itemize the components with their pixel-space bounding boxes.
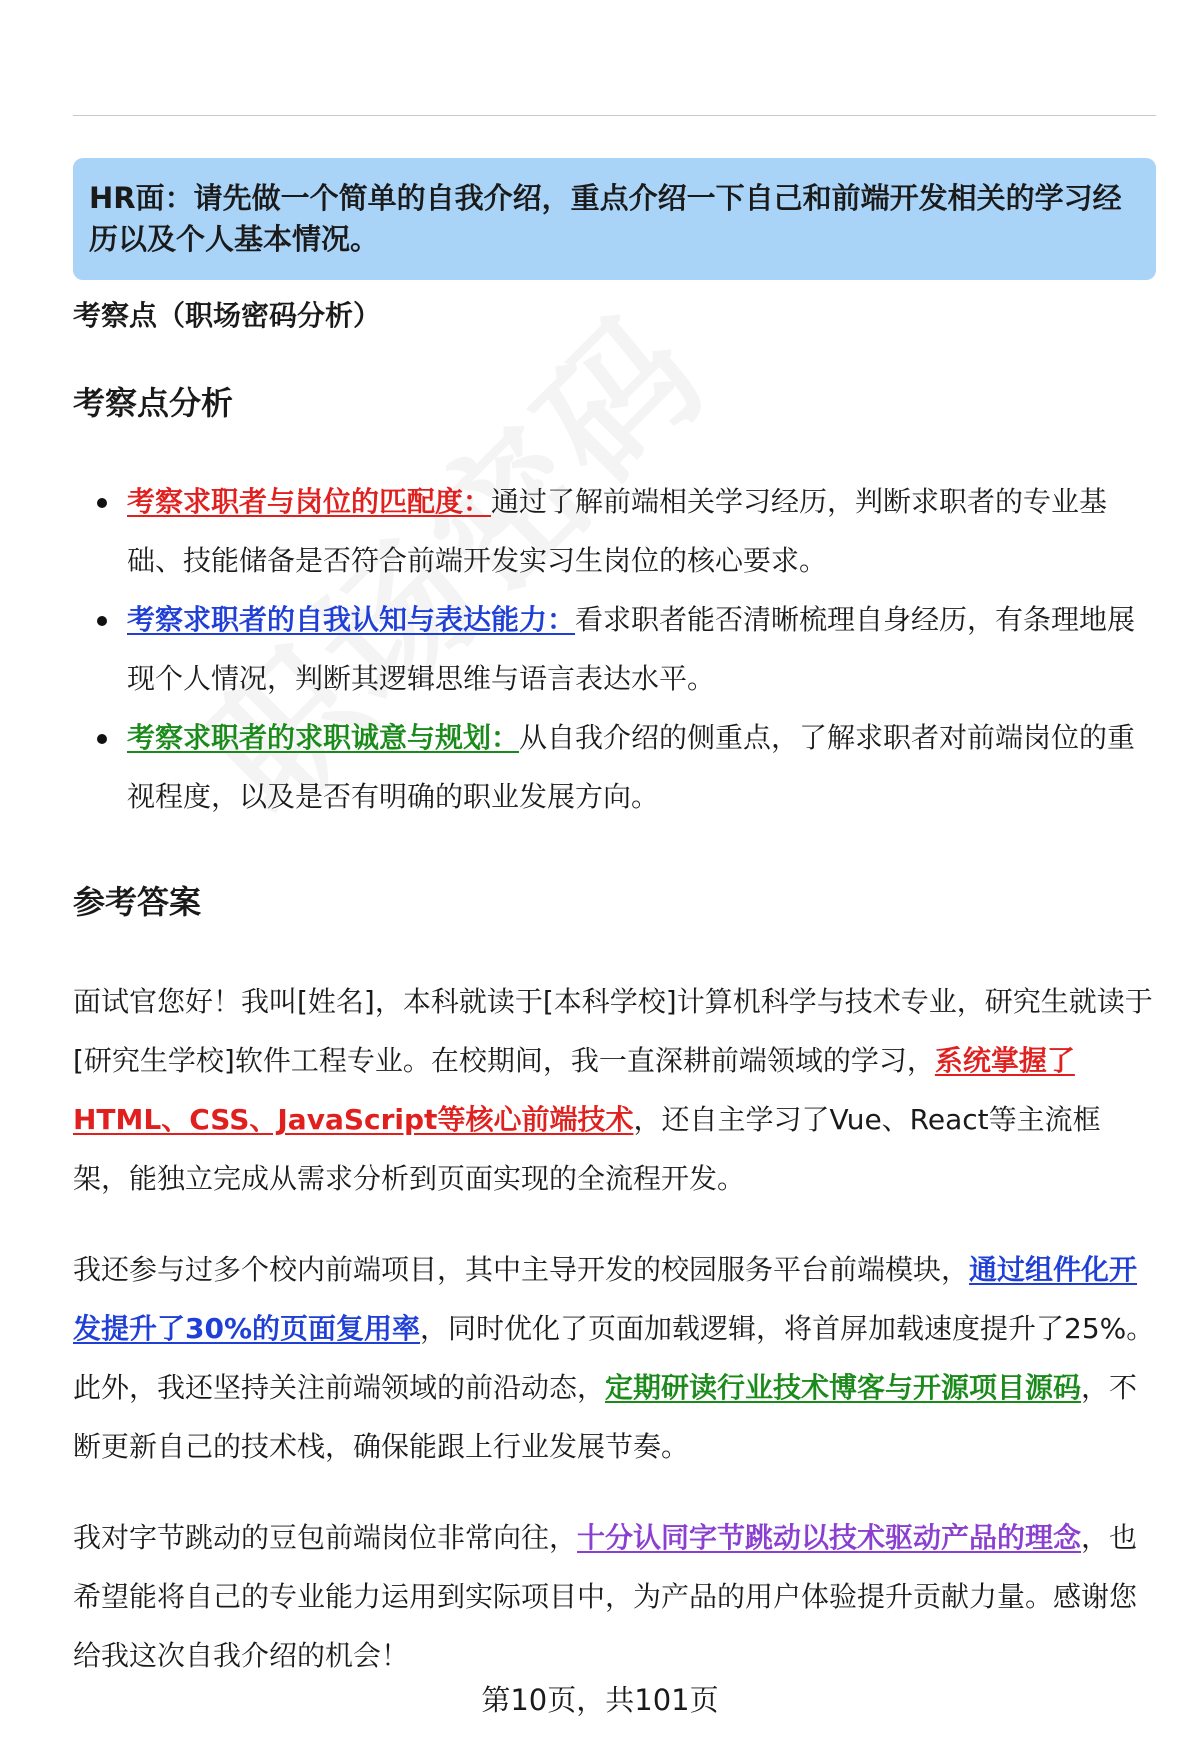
point-text: 从自我介绍的侧重点，了解求职者对前端岗位的重视程度，以及是否有明确的职业发展方向。 (127, 721, 1136, 813)
page-number: 第10页，共101页 (481, 1683, 719, 1717)
analysis-point (73, 708, 1156, 826)
answer-text: ，同时优化了页面加载逻辑，将首屏加载速度提升了25%。此外，我还坚持关注前端领域的前沿动态， (73, 1312, 1155, 1404)
answer-text: 我还参与过多个校内前端项目，其中主导开发的校园服务平台前端模块， (73, 1253, 970, 1286)
analysis-point (73, 590, 1156, 708)
analysis-points-list (73, 472, 1156, 826)
bullet-icon (97, 616, 107, 626)
highlight-learning: 定期研读行业技术博客与开源项目源码 (605, 1371, 1082, 1404)
point-lead-expression: 考察求职者的自我认知与表达能力： (127, 603, 576, 636)
point-lead-match: 考察求职者与岗位的匹配度： (127, 485, 492, 518)
answer-text: ，不断更新自己的技术栈，确保能跟上行业发展节奏。 (73, 1371, 1138, 1463)
analysis-subtitle: 考察点（职场密码分析） (73, 299, 382, 332)
answer-heading: 参考答案 (73, 883, 202, 921)
analysis-point (73, 472, 1156, 590)
highlight-skills: 系统掌握了HTML、CSS、JavaScript等核心前端技术 (73, 1044, 1075, 1136)
answer-text: ，还自主学习了Vue、React等主流框架，能独立完成从需求分析到页面实现的全流程开发。 (73, 1103, 1101, 1195)
point-text: 看求职者能否清晰梳理自身经历，有条理地展现个人情况，判断其逻辑思维与语言表达水平。 (127, 603, 1136, 695)
bullet-icon (97, 498, 107, 508)
point-lead-sincerity: 考察求职者的求职诚意与规划： (127, 721, 520, 754)
answer-paragraph-3 (73, 1508, 1156, 1685)
header-divider (73, 115, 1156, 116)
point-text: 通过了解前端相关学习经历，判断求职者的专业基础、技能储备是否符合前端开发实习生岗位的核心要求。 (127, 485, 1108, 577)
highlight-philosophy: 十分认同字节跳动以技术驱动产品的理念 (577, 1521, 1082, 1554)
highlight-reuse: 通过组件化开发提升了30%的页面复用率 (73, 1253, 1138, 1345)
analysis-heading: 考察点分析 (73, 384, 234, 422)
question-text: HR面：请先做一个简单的自我介绍，重点介绍一下自己和前端开发相关的学习经历以及个人基本情况。 (89, 181, 1122, 256)
answer-text: 我对字节跳动的豆包前端岗位非常向往， (73, 1521, 578, 1554)
answer-text: 面试官您好！我叫[姓名]，本科就读于[本科学校]计算机科学与技术专业，研究生就读于[研究生学校]软件工程专业。在校期间，我一直深耕前端领域的学习， (73, 985, 1153, 1077)
answer-paragraph-1 (73, 972, 1156, 1208)
answer-paragraph-2 (73, 1240, 1156, 1476)
question-box (73, 158, 1156, 280)
bullet-icon (97, 734, 107, 744)
answer-text: ，也希望能将自己的专业能力运用到实际项目中，为产品的用户体验提升贡献力量。感谢您给我这次自我介绍的机会！ (73, 1521, 1138, 1672)
